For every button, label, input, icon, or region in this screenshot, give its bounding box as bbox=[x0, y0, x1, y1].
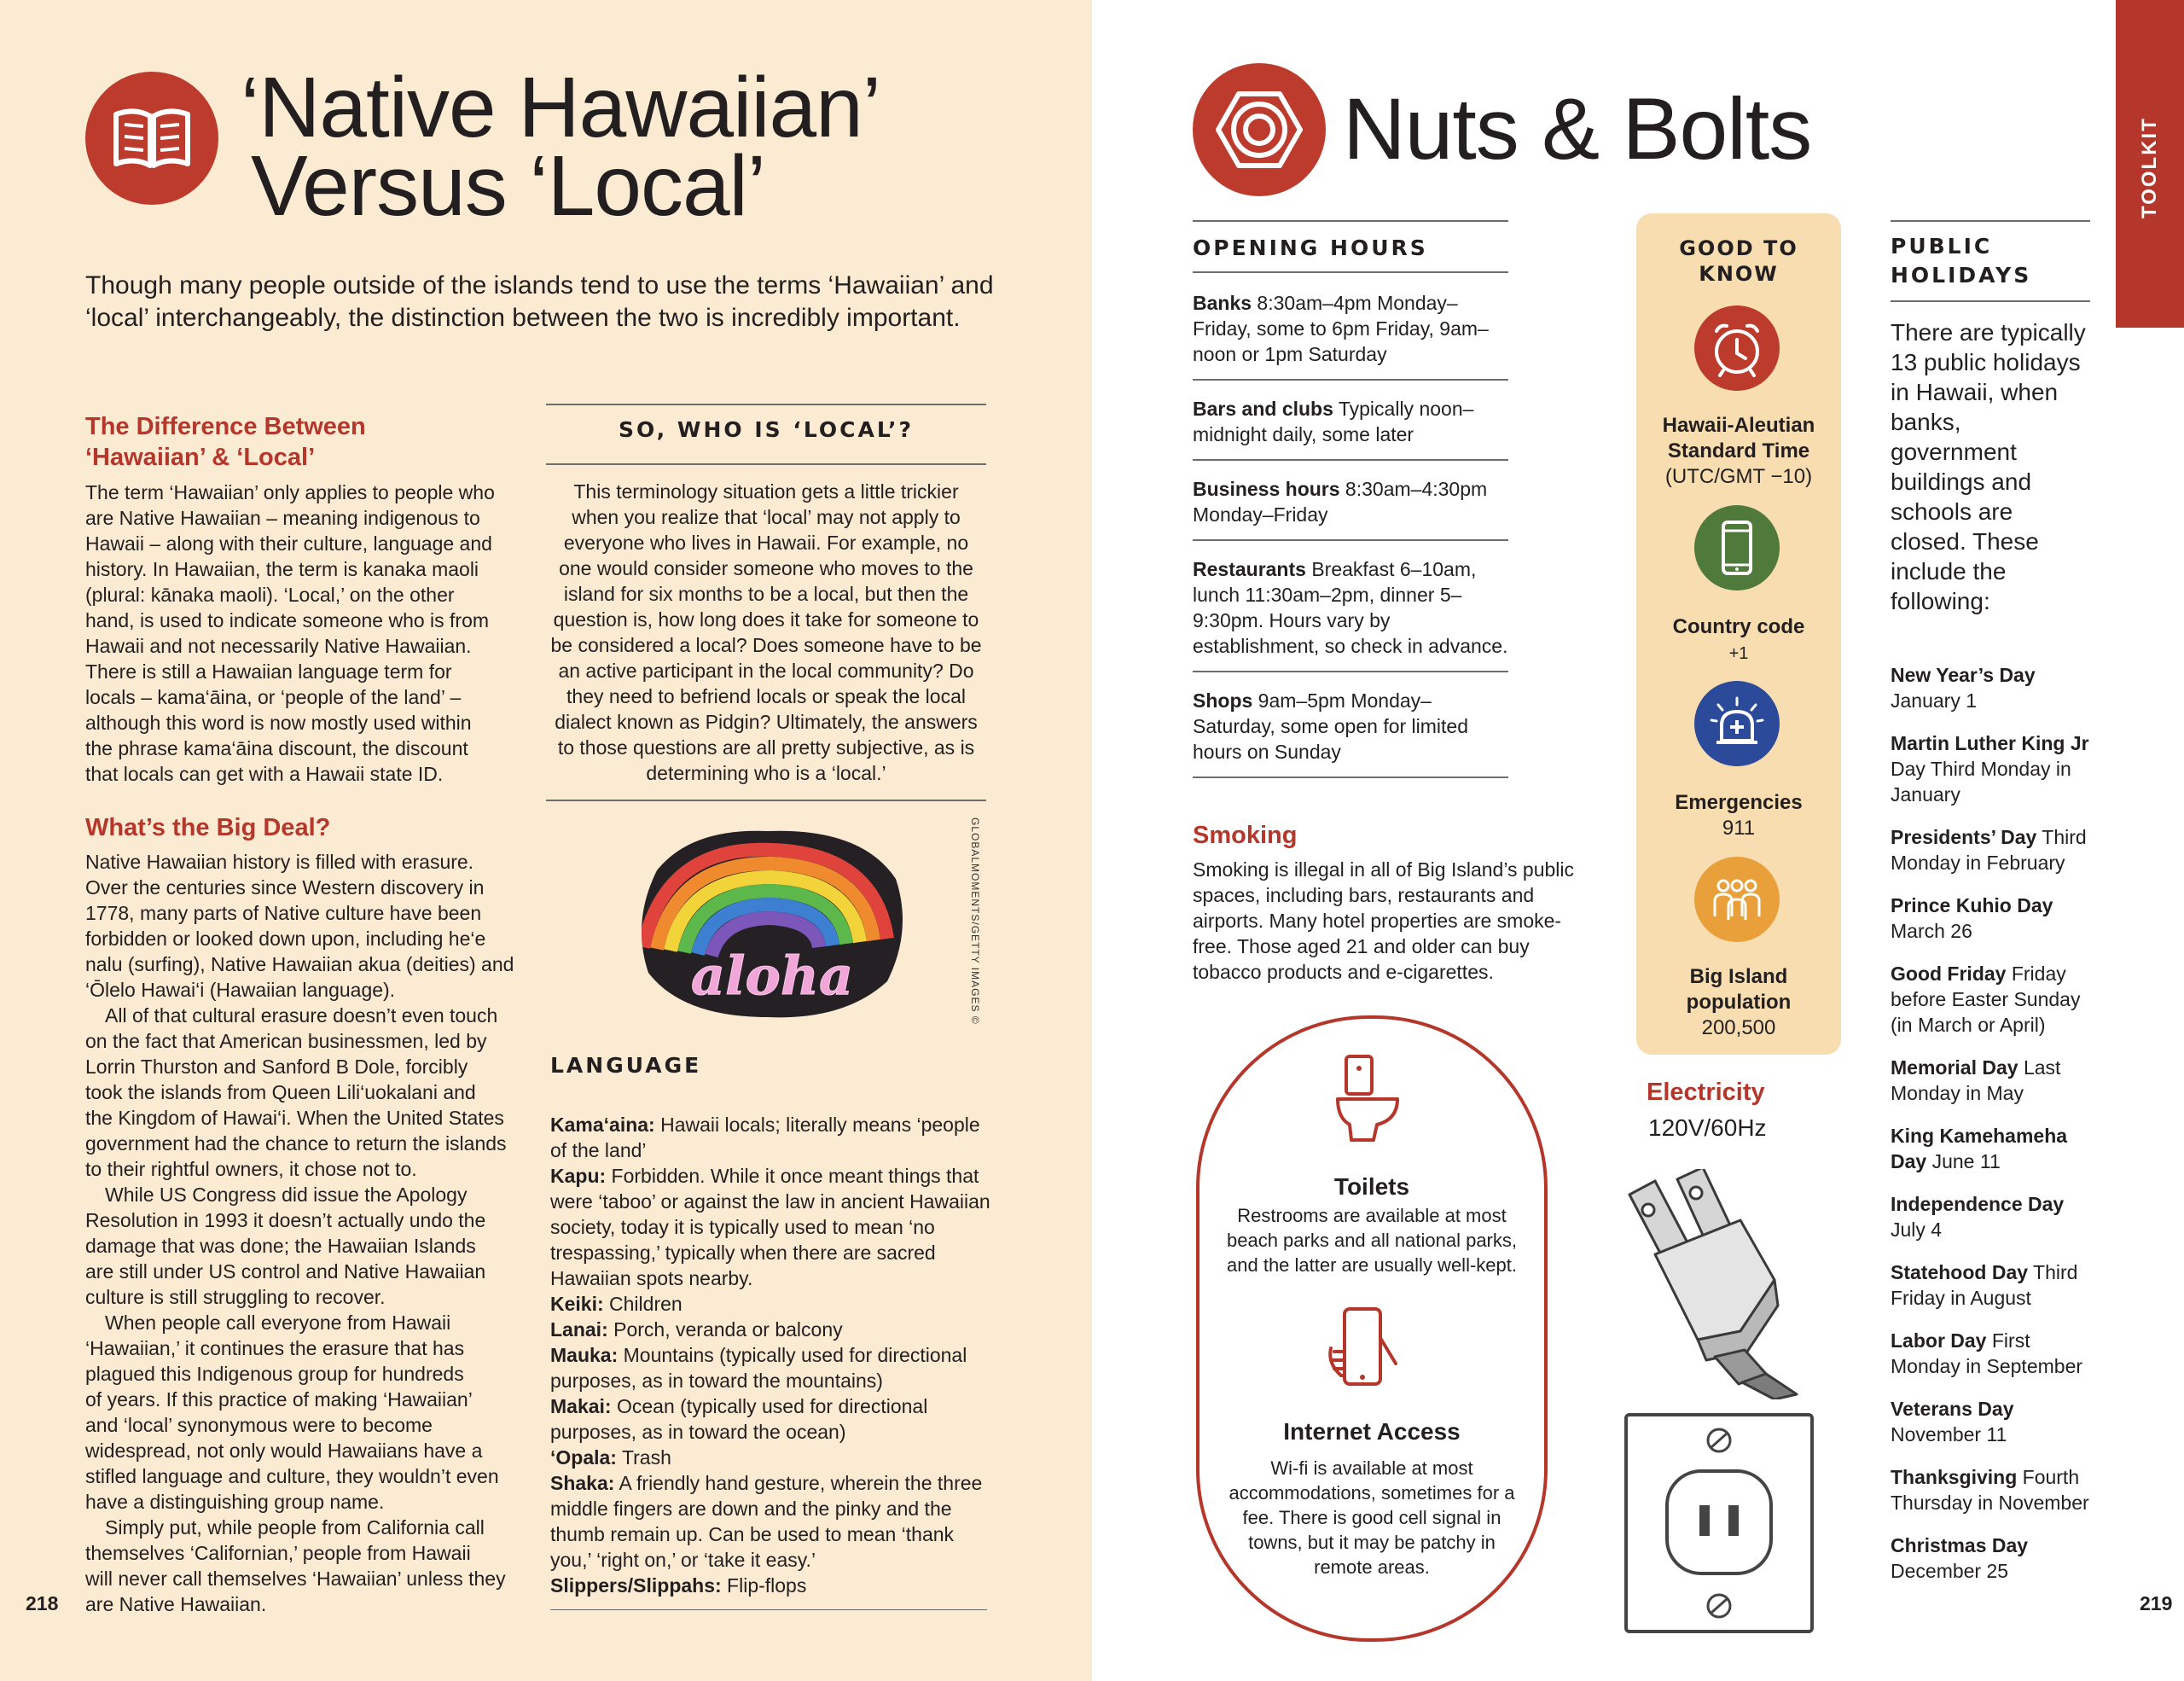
list-item-term: Keiki: bbox=[550, 1293, 604, 1315]
holiday-name: Memorial Day bbox=[1891, 1056, 2018, 1079]
holiday-item bbox=[1891, 893, 2095, 944]
list-item-detail: Typically noon–midnight daily, some later bbox=[1193, 398, 1474, 445]
text-line: themselves ‘Californian,’ people from Hawaii bbox=[85, 1542, 471, 1564]
text-line: plagued this Indigenous group for hundreds bbox=[85, 1363, 464, 1385]
text-line: When people call everyone from Hawaii bbox=[85, 1312, 451, 1334]
text-line: stifled language and culture, they wouldn’t even bbox=[85, 1465, 499, 1487]
gtk-population-label2: population bbox=[1686, 991, 1792, 1014]
text-line: are still under US control and Native Hawaiian bbox=[85, 1260, 486, 1283]
holiday-date: July 4 bbox=[1891, 1219, 1943, 1241]
holiday-name: Labor Day bbox=[1891, 1329, 1987, 1352]
gtk-country-code bbox=[1636, 614, 1841, 666]
electricity-value: 120V/60Hz bbox=[1648, 1114, 1767, 1141]
list-item bbox=[550, 1342, 994, 1393]
holiday-name: Presidents’ Day bbox=[1891, 826, 2037, 848]
gtk-timezone-value: (UTC/GMT −10) bbox=[1664, 465, 1813, 488]
list-item-detail: A friendly hand gesture, wherein the three middle fingers are down and the pinky and the thumb remain up. Can be used to mean ‘thank you,’ ‘right on,’ or ‘take it easy.’ bbox=[550, 1472, 983, 1571]
opening-rule-top bbox=[1193, 220, 1508, 222]
holiday-name: Statehood Day bbox=[1891, 1261, 2029, 1283]
holiday-name: Independence Day bbox=[1891, 1193, 2065, 1215]
text-line: the phrase kama‘āina discount, the discount bbox=[85, 737, 468, 759]
holidays-heading bbox=[1891, 232, 2031, 290]
text-line: damage that was done; the Hawaiian Islands bbox=[85, 1235, 476, 1257]
text-line: government had the chance to return the islands bbox=[85, 1132, 507, 1155]
good-to-know-heading bbox=[1636, 236, 1841, 287]
list-item bbox=[1193, 287, 1508, 381]
gtk-heading-line1: GOOD TO bbox=[1679, 236, 1798, 260]
list-item-term: Kapu: bbox=[550, 1165, 607, 1187]
title-line-1: ‘Native Hawaiian’ bbox=[241, 60, 880, 155]
holiday-item bbox=[1891, 1464, 2095, 1515]
text-line: Lorrin Thurston and Sanford B Dole, forcibly bbox=[85, 1056, 468, 1078]
holiday-item bbox=[1891, 824, 2095, 875]
list-item-detail: Hawaii locals; literally means ‘people of the land’ bbox=[550, 1114, 980, 1161]
toilets-heading: Toilets bbox=[1333, 1173, 1410, 1200]
gtk-timezone-label2: Standard Time bbox=[1667, 439, 1810, 462]
book-icon bbox=[85, 72, 218, 205]
page-number-left: 218 bbox=[26, 1592, 59, 1614]
holidays-rule-mid bbox=[1891, 300, 2090, 302]
toilets-body: Restrooms are available at most beach parks and all national parks, and the latter are usually well-kept. bbox=[1227, 1205, 1517, 1276]
holiday-date: Friday before Easter Sunday (in March or April) bbox=[1891, 963, 2081, 1036]
text-line: Simply put, while people from California call bbox=[85, 1516, 485, 1538]
page-title bbox=[241, 60, 880, 234]
population-icon bbox=[1694, 857, 1780, 942]
text-line: one would consider someone who moves to the bbox=[559, 557, 973, 579]
list-item-term: Makai: bbox=[550, 1395, 612, 1417]
holiday-name: Veterans Day bbox=[1891, 1398, 2014, 1420]
holiday-item bbox=[1891, 1533, 2095, 1584]
text-line: to their rightful owners, it chose not to. bbox=[85, 1158, 417, 1180]
list-item-term: Restaurants bbox=[1193, 558, 1306, 580]
photo-credit: GLOBALMOMENTS/GETTY IMAGES © bbox=[969, 817, 981, 1025]
section1-body bbox=[85, 480, 546, 787]
list-item-term: ‘Opala: bbox=[550, 1446, 617, 1469]
list-item bbox=[550, 1470, 994, 1573]
page-number-right: 219 bbox=[2140, 1592, 2173, 1614]
holiday-date: Third Monday in February bbox=[1891, 826, 2087, 874]
text-line: everyone who lives in Hawaii. For example, no bbox=[563, 532, 969, 554]
text-line: have a distinguishing group name. bbox=[85, 1491, 385, 1513]
text-line: on the fact that American businessmen, led by bbox=[85, 1030, 487, 1052]
list-item-term: Slippers/Slippahs: bbox=[550, 1574, 722, 1597]
text-line: ‘Ōlelo Hawai‘i (Hawaiian language). bbox=[85, 979, 396, 1001]
language-rule bbox=[550, 1609, 987, 1610]
holiday-date: Third Friday in August bbox=[1891, 1261, 2078, 1309]
holidays-intro: There are typically 13 public holidays in Hawaii, when banks, government buildings and schools are closed. These include the following: bbox=[1891, 319, 2086, 614]
intro-text: Though many people outside of the islands tend to use the terms ‘Hawaiian’ and ‘local’ interchangeably, the distinction between the two is incredibly important. bbox=[85, 271, 994, 332]
holiday-item bbox=[1891, 1055, 2095, 1106]
section2-body bbox=[85, 849, 546, 1617]
list-item-detail: Porch, veranda or balcony bbox=[607, 1318, 843, 1341]
holiday-date: Fourth Thursday in November bbox=[1891, 1466, 2089, 1514]
holidays-heading-line1: PUBLIC bbox=[1891, 234, 1993, 259]
gtk-population-label1: Big Island bbox=[1689, 965, 1788, 988]
list-item-detail: Children bbox=[603, 1293, 682, 1315]
siren-icon bbox=[1694, 681, 1780, 766]
gtk-heading-line2: KNOW bbox=[1699, 262, 1779, 286]
sidebar-body bbox=[546, 479, 986, 786]
phone-icon bbox=[1694, 505, 1780, 590]
title-line-2: Versus ‘Local’ bbox=[251, 138, 765, 234]
aloha-rock-photo bbox=[631, 819, 913, 1024]
text-line: an active participant in the local community? Do bbox=[558, 660, 974, 682]
holiday-date: March 26 bbox=[1891, 920, 1972, 942]
gtk-country-code-label: Country code bbox=[1672, 615, 1805, 638]
list-item-term: Shaka: bbox=[550, 1472, 615, 1494]
list-item bbox=[1193, 553, 1508, 672]
internet-body: Wi-fi is available at most accommodations, sometimes for a fee. There is good cell signal in towns, but it may be patchy in remote areas. bbox=[1228, 1457, 1515, 1578]
holiday-date: June 11 bbox=[1931, 1150, 2001, 1172]
opening-hours-heading: OPENING HOURS bbox=[1193, 236, 1428, 260]
holidays-heading-line2: HOLIDAYS bbox=[1891, 263, 2032, 288]
text-line: ‘Hawaiian,’ it continues the erasure that has bbox=[85, 1337, 465, 1359]
photo-aloha-text: aloha bbox=[690, 945, 854, 1007]
text-line: Resolution in 1993 it doesn’t actually undo the bbox=[85, 1209, 486, 1231]
list-item-detail: Trash bbox=[616, 1446, 671, 1469]
text-line: culture is still struggling to recover. bbox=[85, 1286, 386, 1308]
page-title-right: Nuts & Bolts bbox=[1343, 80, 1812, 177]
gtk-emergencies bbox=[1636, 790, 1841, 841]
alarm-clock-icon bbox=[1694, 305, 1780, 391]
text-line: Native Hawaiian history is filled with erasure. bbox=[85, 851, 474, 873]
list-item-term: Lanai: bbox=[550, 1318, 608, 1341]
holiday-item bbox=[1891, 1191, 2095, 1242]
list-item-detail: Forbidden. While it once meant things that were ‘taboo’ or against the law in ancient Hawaiian society, today it is typically used to mean ‘no trespassing,’ typically when there are sacred Hawaiian spots nearby. bbox=[550, 1165, 990, 1289]
holiday-date: First Monday in September bbox=[1891, 1329, 2083, 1377]
text-line: locals – kama‘āina, or ‘people of the land’ – bbox=[85, 686, 462, 708]
text-line: determining who is a ‘local.’ bbox=[646, 762, 886, 784]
holiday-item bbox=[1891, 961, 2095, 1038]
holiday-date: Day Third Monday in January bbox=[1891, 758, 2071, 806]
text-line: are Native Hawaiian. bbox=[85, 1593, 267, 1615]
text-line: Hawaii – along with their culture, language and bbox=[85, 532, 492, 555]
sidebar-rule-top bbox=[546, 404, 986, 405]
text-line: forbidden or looked down upon, including he‘e bbox=[85, 928, 486, 950]
holiday-item bbox=[1891, 662, 2095, 713]
section1-heading-line1: The Difference Between bbox=[85, 413, 366, 440]
holiday-item bbox=[1891, 1259, 2095, 1311]
electricity-heading: Electricity bbox=[1647, 1079, 1765, 1106]
holidays-list bbox=[1891, 662, 2095, 1601]
section1-heading-line2: ‘Hawaiian’ & ‘Local’ bbox=[85, 444, 316, 471]
holiday-name: Prince Kuhio Day bbox=[1891, 894, 2053, 916]
holiday-item bbox=[1891, 730, 2095, 807]
text-line: that locals can get with a Hawaii state ID. bbox=[85, 763, 444, 785]
sidebar-heading: SO, WHO IS ‘LOCAL’? bbox=[618, 417, 915, 442]
list-item bbox=[550, 1445, 994, 1470]
gtk-emergencies-value: 911 bbox=[1722, 817, 1756, 840]
list-item-detail: Breakfast 6–10am, lunch 11:30am–2pm, dinner 5–9:30pm. Hours vary by establishment, so check in advance. bbox=[1193, 558, 1508, 657]
text-line: dialect known as Pidgin? Ultimately, the answers bbox=[555, 711, 978, 733]
section1-heading bbox=[85, 411, 366, 473]
holiday-date: December 25 bbox=[1891, 1560, 2009, 1582]
list-item-term: Shops bbox=[1193, 689, 1253, 712]
gtk-timezone bbox=[1636, 413, 1841, 490]
right-page bbox=[1092, 0, 2184, 1681]
gtk-country-code-value: +1 bbox=[1728, 644, 1749, 663]
toilet-icon bbox=[1329, 1051, 1406, 1145]
holiday-date: November 11 bbox=[1891, 1423, 2007, 1445]
list-item-detail: 9am–5pm Monday–Saturday, some open for limited hours on Sunday bbox=[1193, 689, 1469, 763]
sidebar-rule-mid bbox=[546, 463, 986, 465]
sidebar-rule-bottom bbox=[546, 800, 986, 801]
text-line: question is, how long does it take for someone to bbox=[553, 608, 979, 631]
gtk-population bbox=[1636, 964, 1841, 1041]
holiday-name: King Kamehameha Day bbox=[1891, 1125, 2068, 1172]
smoking-heading: Smoking bbox=[1193, 822, 1298, 849]
list-item-term: Kama‘aina: bbox=[550, 1114, 655, 1136]
list-item bbox=[550, 1112, 994, 1163]
text-line: be considered a local? Does someone have to be bbox=[550, 634, 982, 656]
text-line: There is still a Hawaiian language term for bbox=[85, 660, 452, 683]
list-item-detail: 8:30am–4:30pm Monday–Friday bbox=[1193, 478, 1488, 526]
text-line: took the islands from Queen Lili‘uokalani and bbox=[85, 1081, 476, 1103]
text-line: The term ‘Hawaiian’ only applies to people who bbox=[85, 481, 495, 503]
holiday-item bbox=[1891, 1328, 2095, 1379]
list-item-term: Mauka: bbox=[550, 1344, 619, 1366]
text-line: and ‘local’ synonymous were to become bbox=[85, 1414, 433, 1436]
list-item-term: Business hours bbox=[1193, 478, 1340, 500]
text-line: 1778, many parts of Native culture have been bbox=[85, 902, 482, 924]
list-item bbox=[550, 1393, 994, 1445]
list-item bbox=[550, 1573, 994, 1598]
list-item bbox=[1193, 684, 1508, 778]
text-line: widespread, not only would Hawaiians have a bbox=[85, 1440, 483, 1462]
gtk-timezone-label1: Hawaii-Aleutian bbox=[1662, 414, 1815, 437]
text-line: All of that cultural erasure doesn’t even touch bbox=[85, 1004, 498, 1027]
language-list bbox=[550, 1112, 994, 1598]
toolkit-tab-label: TOOLKIT bbox=[2138, 117, 2161, 218]
holidays-rule-top bbox=[1891, 220, 2090, 222]
text-line: they need to befriend locals or speak the local bbox=[566, 685, 966, 707]
gtk-population-value: 200,500 bbox=[1701, 1016, 1776, 1039]
holiday-name: Thanksgiving bbox=[1891, 1466, 2018, 1488]
text-line: Hawaii and not necessarily Native Hawaiian. bbox=[85, 635, 472, 657]
list-item-term: Banks bbox=[1193, 292, 1252, 314]
nut-icon bbox=[1193, 63, 1326, 196]
list-item bbox=[550, 1163, 994, 1291]
list-item bbox=[1193, 473, 1508, 541]
text-line: Over the centuries since Western discovery in bbox=[85, 876, 485, 899]
text-line: This terminology situation gets a little trickier bbox=[573, 480, 959, 503]
text-line: although this word is now mostly used within bbox=[85, 712, 472, 734]
holiday-name: Good Friday bbox=[1891, 963, 2007, 985]
internet-heading: Internet Access bbox=[1283, 1418, 1461, 1445]
section2-heading: What’s the Big Deal? bbox=[85, 814, 331, 841]
language-heading: LANGUAGE bbox=[550, 1053, 702, 1078]
text-line: are Native Hawaiian – meaning indigenous to bbox=[85, 507, 480, 529]
text-line: will never call themselves ‘Hawaiian’ unless they bbox=[85, 1568, 506, 1590]
opening-rule-mid bbox=[1193, 271, 1508, 273]
text-line: nalu (surfing), Native Hawaiian akua (deities) and bbox=[85, 953, 514, 975]
text-line: While US Congress did issue the Apology bbox=[85, 1184, 468, 1206]
smoking-body: Smoking is illegal in all of Big Island’s public spaces, including bars, restaurants and airports. Many hotel properties are smoke-free. Those aged 21 and older can buy tobacco products and e-cigarettes. bbox=[1193, 858, 1575, 983]
list-item-detail: Ocean (typically used for directional purposes, as in toward the ocean) bbox=[550, 1395, 928, 1443]
text-line: history. In Hawaiian, the term is kanaka maoli bbox=[85, 558, 479, 580]
list-item-term: Bars and clubs bbox=[1193, 398, 1333, 420]
holiday-item bbox=[1891, 1396, 2095, 1447]
plug-icon bbox=[1595, 1169, 1800, 1399]
outlet-icon bbox=[1624, 1413, 1814, 1633]
list-item-detail: 8:30am–4pm Monday–Friday, some to 6pm Friday, 9am–noon or 1pm Saturday bbox=[1193, 292, 1489, 365]
holiday-name: Christmas Day bbox=[1891, 1534, 2029, 1556]
holiday-date: Last Monday in May bbox=[1891, 1056, 2061, 1104]
gtk-emergencies-label: Emergencies bbox=[1675, 791, 1803, 814]
text-line: the Kingdom of Hawai‘i. When the United States bbox=[85, 1107, 504, 1129]
list-item bbox=[550, 1317, 994, 1342]
holiday-name: Martin Luther King Jr bbox=[1891, 732, 2089, 754]
text-line: island for six months to be a local, but then the bbox=[563, 583, 969, 605]
list-item bbox=[550, 1291, 994, 1317]
list-item-detail: Flip-flops bbox=[721, 1574, 807, 1597]
text-line: of years. If this practice of making ‘Hawaiian’ bbox=[85, 1388, 473, 1411]
toolkit-tab bbox=[2116, 0, 2184, 328]
text-line: (plural: kānaka maoli). ‘Local,’ on the other bbox=[85, 584, 455, 606]
holiday-item bbox=[1891, 1123, 2095, 1174]
text-line: to those questions are all pretty subjective, as is bbox=[557, 736, 975, 759]
text-line: hand, is used to indicate someone who is from bbox=[85, 609, 490, 631]
text-line: when you realize that ‘local’ may not apply to bbox=[572, 506, 961, 528]
holiday-date: January 1 bbox=[1891, 689, 1978, 712]
holiday-name: New Year’s Day bbox=[1891, 664, 2036, 686]
list-item-detail: Mountains (typically used for directional purposes, as in toward the mountains) bbox=[550, 1344, 967, 1392]
list-item bbox=[1193, 393, 1508, 461]
opening-hours-list bbox=[1193, 287, 1517, 790]
phone-hand-icon bbox=[1322, 1304, 1408, 1398]
